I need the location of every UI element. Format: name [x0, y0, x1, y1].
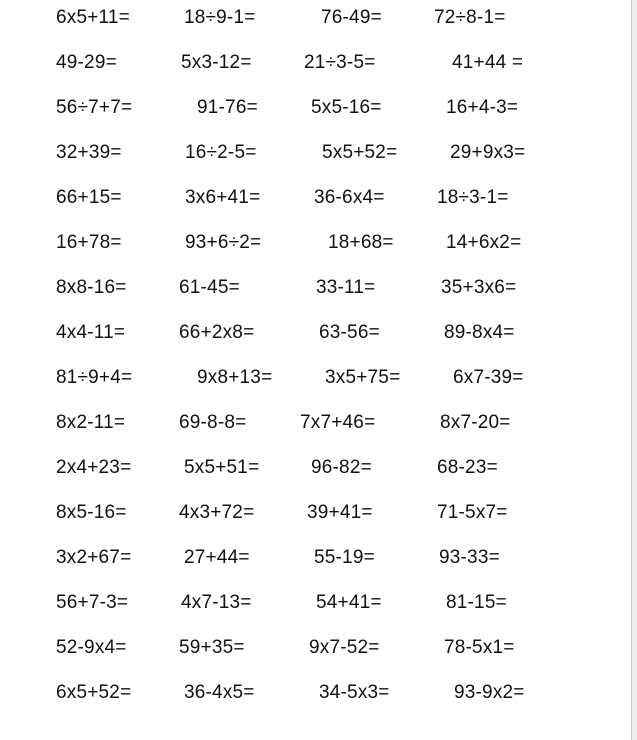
problem-r8-c1: 4x4-11= [56, 322, 126, 343]
problem-r13-c1: 3x2+67= [56, 547, 132, 568]
problem-r15-c2: 59+35= [179, 637, 245, 658]
problem-r5-c3: 36-6x4= [314, 187, 385, 208]
problem-r7-c4: 35+3x6= [441, 277, 517, 298]
problem-r4-c2: 16÷2-5= [185, 142, 257, 163]
problem-r12-c1: 8x5-16= [56, 502, 127, 523]
problem-r5-c4: 18÷3-1= [437, 187, 509, 208]
problem-r8-c3: 63-56= [319, 322, 380, 343]
problem-r14-c2: 4x7-13= [181, 592, 252, 613]
problem-r13-c3: 55-19= [314, 547, 375, 568]
problem-r6-c3: 18+68= [328, 232, 394, 253]
problem-r11-c2: 5x5+51= [184, 457, 260, 478]
problem-r11-c3: 96-82= [311, 457, 372, 478]
problem-r16-c4: 93-9x2= [454, 682, 525, 703]
problem-r10-c2: 69-8-8= [179, 412, 247, 433]
problem-r3-c3: 5x5-16= [311, 97, 382, 118]
problem-r12-c2: 4x3+72= [179, 502, 255, 523]
problem-r6-c4: 14+6x2= [446, 232, 522, 253]
problem-r10-c3: 7x7+46= [300, 412, 376, 433]
problem-r12-c3: 39+41= [307, 502, 373, 523]
problem-r8-c2: 66+2x8= [179, 322, 255, 343]
problem-r3-c4: 16+4-3= [446, 97, 519, 118]
problem-r1-c1: 6x5+11= [56, 7, 130, 28]
problem-r14-c1: 56+7-3= [56, 592, 129, 613]
problem-r15-c3: 9x7-52= [309, 637, 380, 658]
problem-r2-c4: 41+44 = [452, 52, 524, 73]
problem-r4-c4: 29+9x3= [450, 142, 526, 163]
problem-r11-c4: 68-23= [437, 457, 498, 478]
problem-r7-c1: 8x8-16= [56, 277, 127, 298]
problem-r14-c3: 54+41= [316, 592, 382, 613]
problem-r12-c4: 71-5x7= [437, 502, 508, 523]
problem-r9-c2: 9x8+13= [197, 367, 273, 388]
problem-r3-c2: 91-76= [197, 97, 258, 118]
problem-r10-c1: 8x2-11= [56, 412, 126, 433]
problem-r9-c3: 3x5+75= [325, 367, 401, 388]
page-gutter [632, 0, 637, 740]
problem-r16-c1: 6x5+52= [56, 682, 132, 703]
problem-r5-c1: 66+15= [56, 187, 122, 208]
problem-r6-c2: 93+6÷2= [185, 232, 262, 253]
problem-r9-c4: 6x7-39= [453, 367, 524, 388]
problem-r6-c1: 16+78= [56, 232, 122, 253]
problem-r5-c2: 3x6+41= [185, 187, 261, 208]
problem-r15-c4: 78-5x1= [444, 637, 515, 658]
problem-r4-c3: 5x5+52= [322, 142, 398, 163]
problem-r13-c2: 27+44= [184, 547, 250, 568]
problem-r9-c1: 81÷9+4= [56, 367, 133, 388]
problem-r15-c1: 52-9x4= [56, 637, 127, 658]
problem-r7-c2: 61-45= [179, 277, 240, 298]
problem-r2-c2: 5x3-12= [181, 52, 252, 73]
problem-r1-c3: 76-49= [321, 7, 382, 28]
problem-r7-c3: 33-11= [316, 277, 376, 298]
problem-r11-c1: 2x4+23= [56, 457, 132, 478]
problem-r4-c1: 32+39= [56, 142, 122, 163]
problem-r2-c1: 49-29= [56, 52, 117, 73]
problem-r1-c4: 72÷8-1= [434, 7, 506, 28]
problem-r10-c4: 8x7-20= [440, 412, 511, 433]
problem-r16-c2: 36-4x5= [184, 682, 255, 703]
problem-r14-c4: 81-15= [446, 592, 507, 613]
problem-r16-c3: 34-5x3= [319, 682, 390, 703]
problem-r2-c3: 21÷3-5= [304, 52, 376, 73]
problem-r3-c1: 56÷7+7= [56, 97, 133, 118]
problem-r13-c4: 93-33= [439, 547, 500, 568]
problem-r1-c2: 18÷9-1= [184, 7, 256, 28]
problem-r8-c4: 89-8x4= [444, 322, 515, 343]
